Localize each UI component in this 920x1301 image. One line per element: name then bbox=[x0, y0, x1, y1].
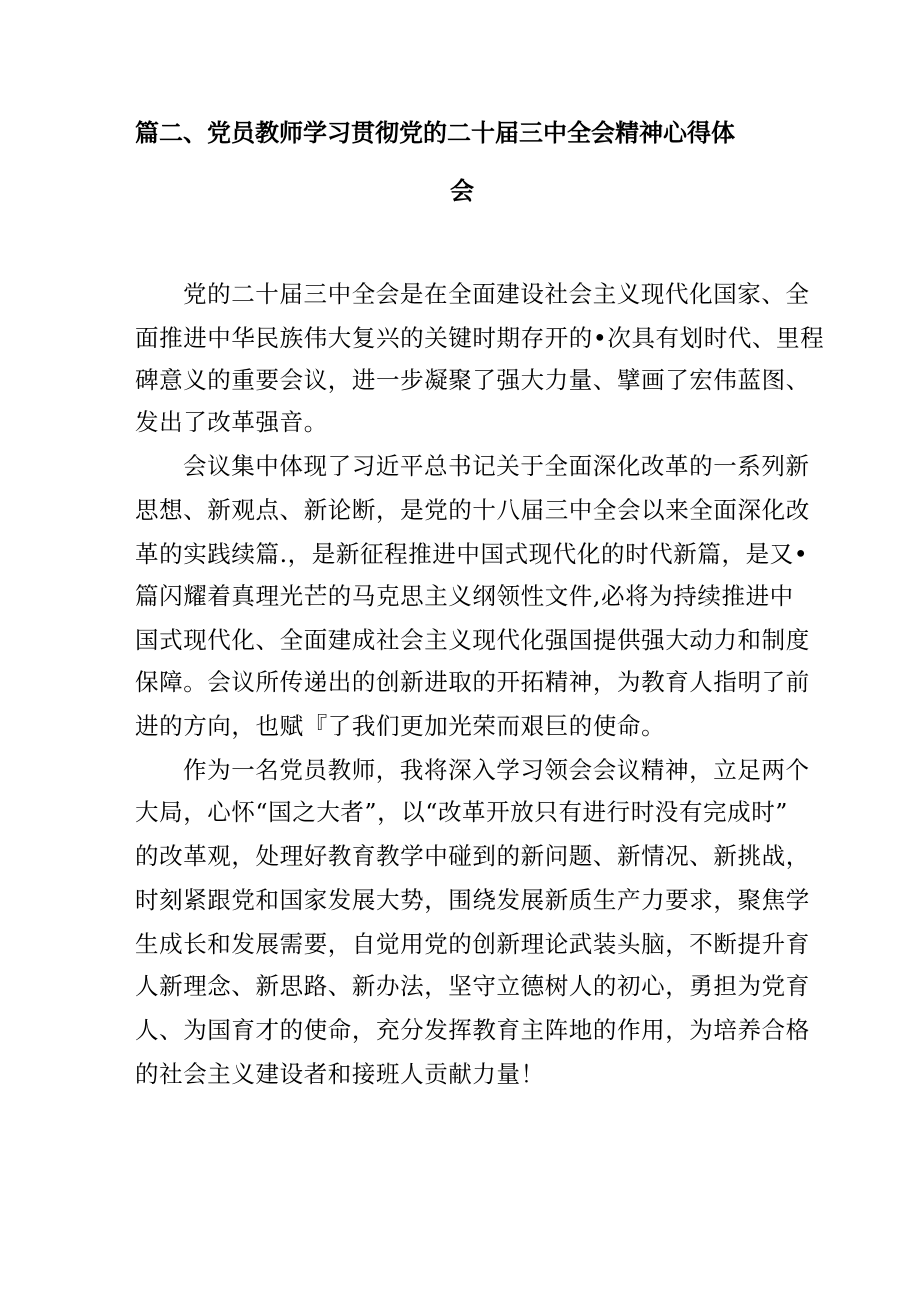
document-title-continued: 会 bbox=[450, 177, 474, 205]
paragraph-2-line-2: 思想、新观点、新论断，是党的十八届三中全会以来全面深化改 bbox=[135, 496, 810, 524]
paragraph-2-line-4: 篇闪耀着真理光芒的马克思主义纲领性文件,必将为持续推进中 bbox=[135, 582, 794, 610]
paragraph-1-line-1: 党的二十届三中全会是在全面建设社会主义现代化国家、全 bbox=[183, 280, 810, 308]
paragraph-2-line-3: 革的实践续篇.，是新征程推进中国式现代化的时代新篇，是又• bbox=[135, 540, 809, 568]
document-title: 篇二、党员教师学习贯彻党的二十届三中全会精神心得体 bbox=[135, 119, 735, 147]
paragraph-2-line-6: 保障。会议所传递出的创新进取的开拓精神，为教育人指明了前 bbox=[135, 668, 810, 696]
paragraph-3-line-8: 的社会主义建设者和接班人贡献力量！ bbox=[135, 1060, 545, 1088]
paragraph-2-line-5: 国式现代化、全面建成社会主义现代化强国提供强大动力和制度 bbox=[135, 626, 810, 654]
paragraph-3-line-6: 人新理念、新思路、新办法，坚守立德树人的初心，勇担为党育 bbox=[135, 972, 810, 1000]
paragraph-3-line-2: 大局，心怀“国之大者”，以“改革开放只有进行时没有完成时” bbox=[135, 798, 788, 826]
paragraph-1-line-3: 碑意义的重要会议，进一步凝聚了强大力量、擘画了宏伟蓝图、 bbox=[135, 366, 810, 394]
paragraph-1-line-4: 发出了改革强音。 bbox=[135, 408, 328, 436]
paragraph-3-line-4: 时刻紧跟党和国家发展大势，围绕发展新质生产力要求，聚焦学 bbox=[135, 886, 810, 914]
paragraph-3-line-5: 生成长和发展需要，自觉用党的创新理论武装头脑，不断提升育 bbox=[135, 930, 810, 958]
paragraph-3-line-7: 人、为国育才的使命，充分发挥教育主阵地的作用，为培养合格 bbox=[135, 1016, 810, 1044]
paragraph-3-line-3: 的改革观，处理好教育教学中碰到的新问题、新情况、新挑战， bbox=[135, 842, 810, 870]
paragraph-3-line-1: 作为一名党员教师，我将深入学习领会会议精神，立足两个 bbox=[183, 756, 810, 784]
paragraph-2-line-1: 会议集中体现了习近平总书记关于全面深化改革的一系列新 bbox=[183, 452, 810, 480]
paragraph-2-line-7: 进的方向，也赋『了我们更加光荣而艰巨的使命。 bbox=[135, 712, 666, 740]
paragraph-1-line-2: 面推进中华民族伟大复兴的关键时期存开的•次具有划时代、里程 bbox=[135, 324, 825, 352]
